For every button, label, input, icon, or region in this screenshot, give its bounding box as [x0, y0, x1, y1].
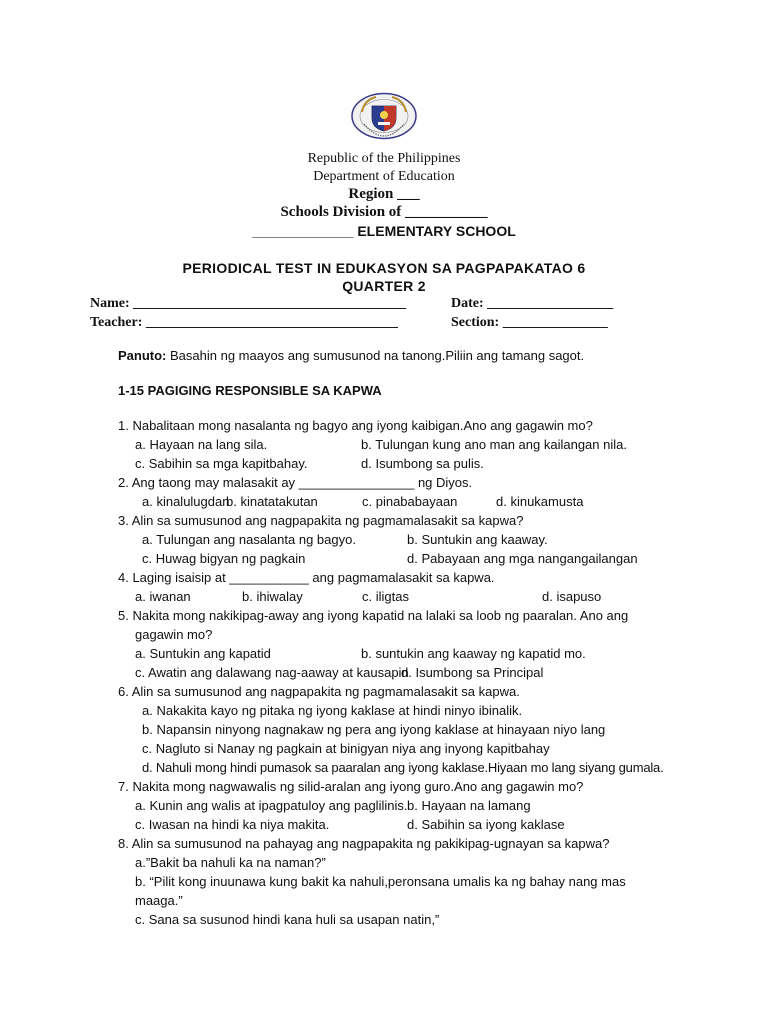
- q2-option-b[interactable]: b. kinatatakutan: [226, 494, 318, 509]
- q5-option-b[interactable]: b. suntukin ang kaaway ng kapatid mo.: [361, 646, 586, 661]
- q1-option-a[interactable]: a. Hayaan na lang sila.: [135, 437, 268, 452]
- question-1: 1. Nabalitaan mong nasalanta ng bagyo ang iyong kaibigan.Ano ang gagawin mo?: [118, 418, 593, 433]
- q2-option-d[interactable]: d. kinukamusta: [496, 494, 584, 509]
- q5-row-2: [118, 663, 678, 682]
- test-body: [118, 346, 678, 929]
- q6-option-c[interactable]: c. Nagluto si Nanay ng pagkain at binigyan niya ang inyong kapitbahay: [142, 741, 550, 756]
- q7-option-b[interactable]: b. Hayaan na lamang: [407, 798, 531, 813]
- division-line: Schools Division of ___________: [280, 204, 488, 220]
- q5-option-c[interactable]: c. Awatin ang dalawang nag-aaway at kausapin: [135, 665, 409, 680]
- q6-option-d[interactable]: d. Nahuli mong hindi pumasok sa paaralan ang iyong kaklase.Hiyaan mo lang siyang gumala.: [142, 760, 664, 775]
- test-title: PERIODICAL TEST IN EDUKASYON SA PAGPAPAKATAO 6: [182, 260, 586, 276]
- q2-row: [118, 492, 678, 511]
- q7-option-d[interactable]: d. Sabihin sa iyong kaklase: [407, 817, 565, 832]
- q4-option-d[interactable]: d. isapuso: [542, 589, 602, 604]
- q6-option-b[interactable]: b. Napansin ninyong nagnakaw ng pera ang iyong kaklase at hinayaan niyo lang: [142, 722, 606, 737]
- q3-row-1: [118, 530, 678, 549]
- department-line: Department of Education: [313, 169, 455, 184]
- question-7: 7. Nakita mong nagwawalis ng silid-aralan ang iyong guro.Ano ang gagawin mo?: [118, 779, 584, 794]
- q7-option-c[interactable]: c. Iwasan na hindi ka niya makita.: [135, 817, 330, 832]
- question-3: 3. Alin sa sumusunod ang nagpapakita ng pagmamalasakit sa kapwa?: [118, 513, 524, 528]
- instructions: [118, 346, 678, 365]
- q7-row-1: [118, 796, 678, 815]
- question-5-cont: gagawin mo?: [135, 627, 213, 642]
- q3-option-b[interactable]: b. Suntukin ang kaaway.: [407, 532, 548, 547]
- q8-option-b-cont: maaga.”: [135, 893, 183, 908]
- school-line: _____________ ELEMENTARY SCHOOL: [252, 223, 516, 239]
- q3-row-2: [118, 549, 678, 568]
- date-field[interactable]: Date: __________________: [451, 296, 614, 311]
- q4-option-b[interactable]: b. ihiwalay: [242, 589, 303, 604]
- q1-option-d[interactable]: d. Isumbong sa pulis.: [361, 456, 484, 471]
- question-8: 8. Alin sa sumusunod na pahayag ang nagpapakita ng pakikipag-ugnayan sa kapwa?: [118, 836, 610, 851]
- q5-option-d[interactable]: d. Isumbong sa Principal: [401, 665, 544, 680]
- question-6: 6. Alin sa sumusunod ang nagpapakita ng pagmamalasakit sa kapwa.: [118, 684, 520, 699]
- q4-option-a[interactable]: a. iwanan: [135, 589, 191, 604]
- q2-option-a[interactable]: a. kinalulugdan: [142, 494, 230, 509]
- q7-row-2: [118, 815, 678, 834]
- q3-option-d[interactable]: d. Pabayaan ang mga nangangailangan: [407, 551, 638, 566]
- section-title: 1-15 PAGIGING RESPONSIBLE SA KAPWA: [118, 383, 382, 398]
- question-4: 4. Laging isaisip at ___________ ang pagmamalasakit sa kapwa.: [118, 570, 495, 585]
- test-quarter: QUARTER 2: [342, 278, 426, 294]
- deped-seal-logo: [350, 92, 418, 140]
- q7-option-a[interactable]: a. Kunin ang walis at ipagpatuloy ang paglilinis.: [135, 798, 408, 813]
- section-field[interactable]: Section: _______________: [451, 315, 608, 330]
- q8-option-a[interactable]: a.”Bakit ba nahuli ka na naman?”: [135, 855, 326, 870]
- instructions-text: Basahin ng maayos ang sumusunod na tanong.Piliin ang tamang sagot.: [166, 348, 585, 363]
- name-field[interactable]: Name: _______________________________________: [90, 296, 407, 311]
- q3-option-a[interactable]: a. Tulungan ang nasalanta ng bagyo.: [142, 532, 356, 547]
- q1-row-1: [118, 435, 678, 454]
- q8-option-b[interactable]: b. “Pilit kong inuunawa kung bakit ka nahuli,peronsana umalis ka ng bahay nang mas: [135, 874, 626, 889]
- q3-option-c[interactable]: c. Huwag bigyan ng pagkain: [142, 551, 306, 566]
- q4-row: [118, 587, 678, 606]
- question-2: 2. Ang taong may malasakit ay ________________ ng Diyos.: [118, 475, 473, 490]
- q6-option-a[interactable]: a. Nakakita kayo ng pitaka ng iyong kaklase at hindi ninyo ibinalik.: [142, 703, 523, 718]
- q2-option-c[interactable]: c. pinababayaan: [362, 494, 458, 509]
- q8-option-c[interactable]: c. Sana sa susunod hindi kana huli sa usapan natin,”: [135, 912, 440, 927]
- question-5: 5. Nakita mong nakikipag-away ang iyong kapatid na lalaki sa loob ng paaralan. Ano ang: [118, 608, 629, 623]
- q1-option-b[interactable]: b. Tulungan kung ano man ang kailangan nila.: [361, 437, 627, 452]
- republic-line: Republic of the Philippines: [307, 151, 461, 166]
- teacher-field[interactable]: Teacher: ____________________________________: [90, 315, 398, 330]
- q1-option-c[interactable]: c. Sabihin sa mga kapitbahay.: [135, 456, 308, 471]
- q4-option-c[interactable]: c. iligtas: [362, 589, 409, 604]
- q5-row-1: [118, 644, 678, 663]
- instructions-label: Panuto:: [118, 348, 167, 363]
- q5-option-a[interactable]: a. Suntukin ang kapatid: [135, 646, 271, 661]
- region-line: Region ___: [348, 186, 420, 202]
- q1-row-2: [118, 454, 678, 473]
